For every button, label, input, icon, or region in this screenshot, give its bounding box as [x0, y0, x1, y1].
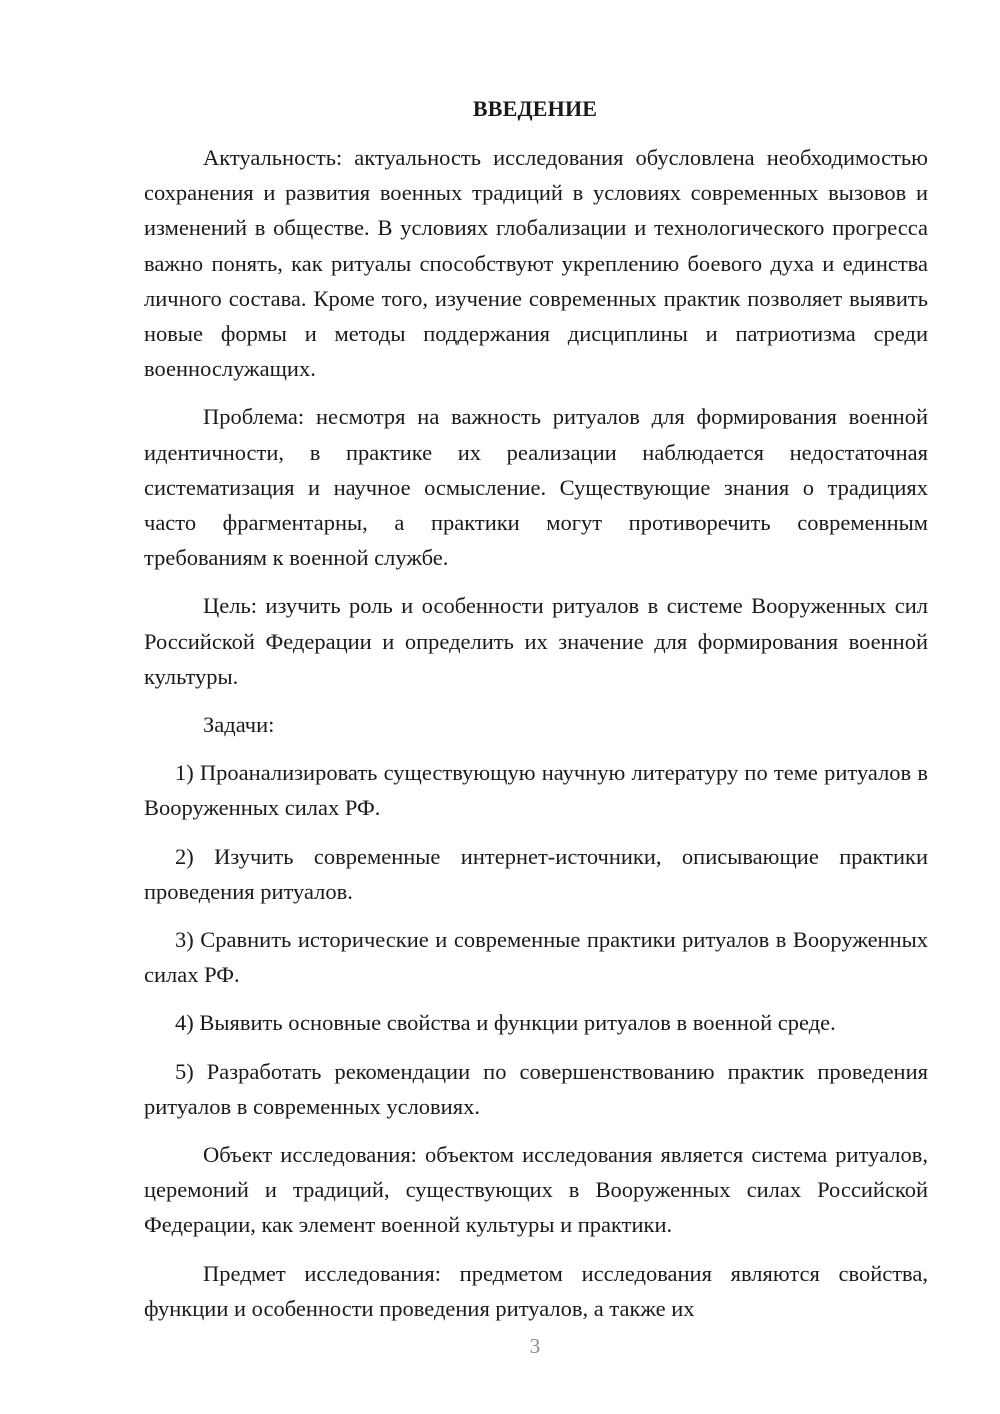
task-item-5: 5) Разработать рекомендации по совершенствованию практик проведения ритуалов в современных условиях.	[144, 1058, 928, 1119]
body-text	[144, 140, 928, 1339]
task-item-4: 4) Выявить основные свойства и функции ритуалов в военной среде.	[175, 1010, 836, 1036]
task-item-1: 1) Проанализировать существующую научную литературу по теме ритуалов в Вооруженных силах РФ.	[144, 760, 928, 821]
page-number: 3	[529, 1334, 541, 1358]
task-item-2: 2) Изучить современные интернет-источники, описывающие практики проведения ритуалов.	[144, 843, 928, 904]
tasks-label: Задачи:	[203, 712, 275, 738]
paragraph-relevance: Актуальность: актуальность исследования обусловлена необходимостью сохранения и развития военных традиций в условиях современных вызовов и изменений в обществе. В условиях глобализации и технологического прогресса важно понять, как ритуалы способствуют укреплению боевого духа и единства личного состава. Кроме того, изучение современных практик позволяет выявить новые формы и методы поддержания дисциплины и патриотизма среди военнослужащих.	[144, 145, 928, 382]
task-item-3: 3) Сравнить исторические и современные практики ритуалов в Вооруженных силах РФ.	[144, 927, 928, 988]
paragraph-subject: Предмет исследования: предметом исследования являются свойства, функции и особенности проведения ритуалов, а также их	[144, 1260, 928, 1321]
section-heading: ВВЕДЕНИЕ	[472, 96, 598, 121]
paragraph-problem: Проблема: несмотря на важность ритуалов для формирования военной идентичности, в практике их реализации наблюдается недостаточная систематизация и научное осмысление. Существующие знания о традициях часто фрагментарны, а практики могут противоречить современным требованиям к военной службе.	[144, 404, 928, 571]
paragraph-object: Объект исследования: объектом исследования является система ритуалов, церемоний и традиций, существующих в Вооруженных силах Российской Федерации, как элемент военной культуры и практики.	[144, 1142, 928, 1238]
paragraph-goal: Цель: изучить роль и особенности ритуалов в системе Вооруженных сил Российской Федерации и определить их значение для формирования военной культуры.	[144, 593, 928, 689]
